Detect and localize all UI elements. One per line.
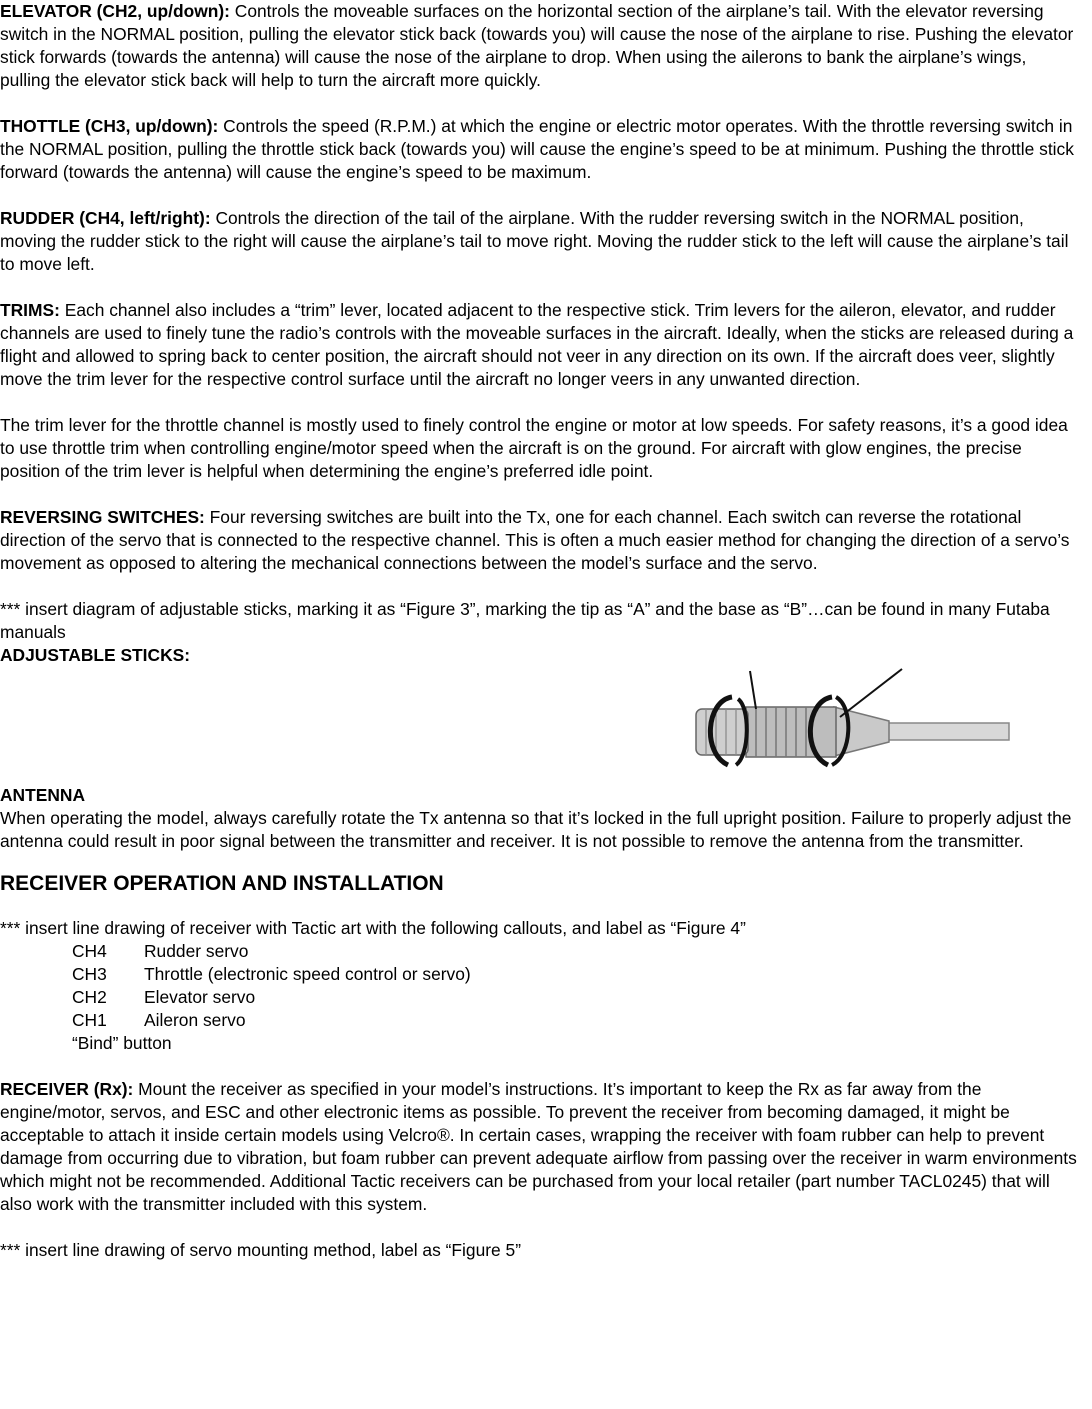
reversing-text: Four reversing switches are built into the Tx, one for each channel. Each switch can reverse the rotational direction of the servo that is connected to the respective channel. This is often a much easier method for changing the direction of a servo’s movement as opposed to altering the mechanical connections between the model’s surface and the servo. (0, 507, 1070, 573)
callout-description: Throttle (electronic speed control or servo) (144, 964, 471, 984)
rudder-label: RUDDER (CH4, left/right): (0, 208, 211, 228)
adjustable-stick-figure (0, 667, 1080, 784)
callout-channel: CH3 (72, 964, 107, 984)
receiver-text: Mount the receiver as specified in your model’s instructions. It’s important to keep the Rx as far away from the engine/motor, servos, and ESC and other electronic items as possible. To prevent the receiver from becoming damaged, it might be acceptable to attach it inside certain models using Velcro®. In certain cases, wrapping the receiver with foam rubber can help to prevent damage from occurring due to vibration, but foam rubber can prevent adequate airflow from passing over the receiver in warm environments which might not be recommended. Additional Tactic receivers can be purchased from your local retailer (part number TACL0245) that will also work with the transmitter included with this system. (0, 1079, 1077, 1214)
elevator-paragraph (0, 0, 1080, 92)
receiver-section-heading: RECEIVER OPERATION AND INSTALLATION (0, 872, 444, 895)
callout-row (72, 1009, 1080, 1032)
callout-row (72, 963, 1080, 986)
callout-channel: CH4 (72, 941, 107, 961)
figure3-note: *** insert diagram of adjustable sticks, marking it as “Figure 3”, marking the tip as “A” and the base as “B”…can be found in many Futaba manuals (0, 599, 1050, 642)
callout-description: Aileron servo (144, 1010, 246, 1030)
callout-row (72, 986, 1080, 1009)
trims-text: Each channel also includes a “trim” lever, located adjacent to the respective stick. Trim levers for the aileron, elevator, and rudder channels are used to finely tune the radio’s controls with the moveable surfaces in the aircraft. Ideally, when the sticks are released during a flight and allowed to spring back to center position, the aircraft should not veer in any direction on its own. If the aircraft does veer, slightly move the trim lever for the respective control surface until the aircraft no longer veers in any unwanted direction. (0, 300, 1074, 389)
figure4-note: *** insert line drawing of receiver with Tactic art with the following callouts, and label as “Figure 4” (0, 918, 746, 938)
figure4-callouts (72, 940, 1080, 1055)
throttle-paragraph (0, 115, 1080, 184)
callout-description: Rudder servo (144, 941, 249, 961)
receiver-label: RECEIVER (Rx): (0, 1079, 134, 1099)
callout-channel: CH1 (72, 1010, 107, 1030)
antenna-heading: ANTENNA (0, 785, 86, 805)
figure5-note: *** insert line drawing of servo mounting method, label as “Figure 5” (0, 1240, 522, 1260)
throttle-text: Controls the speed (R.P.M.) at which the engine or electric motor operates. With the throttle reversing switch in the NORMAL position, pulling the throttle stick back (towards you) will cause the engine’s speed to be at minimum. Pushing the throttle stick forward (towards the antenna) will cause the engine’s speed to be maximum. (0, 116, 1074, 182)
callout-bind-button: “Bind” button (72, 1033, 172, 1053)
callout-description: Elevator servo (144, 987, 256, 1007)
antenna-paragraph: When operating the model, always carefully rotate the Tx antenna so that it’s locked in the full upright position. Failure to properly adjust the antenna could result in poor signal between the transmitter and receiver. It is not possible to remove the antenna from the transmitter. (0, 808, 1072, 851)
trim-throttle-paragraph: The trim lever for the throttle channel is mostly used to finely control the engine or motor at low speeds. For safety reasons, it’s a good idea to use throttle trim when controlling engine/motor speed when the aircraft is on the ground. For aircraft with glow engines, the precise position of the trim lever is helpful when determining the engine’s preferred idle point. (0, 415, 1068, 481)
rudder-text: Controls the direction of the tail of the airplane. With the rudder reversing switch in the NORMAL position, moving the rudder stick to the right will cause the airplane’s tail to move right. Moving the rudder stick to the left will cause the airplane’s tail to move left. (0, 208, 1069, 274)
adjustable-stick-image (684, 667, 1014, 782)
reversing-label: REVERSING SWITCHES: (0, 507, 205, 527)
callout-row (72, 940, 1080, 963)
trims-label: TRIMS: (0, 300, 60, 320)
callout-channel: CH2 (72, 987, 107, 1007)
receiver-paragraph (0, 1078, 1080, 1216)
elevator-label: ELEVATOR (CH2, up/down): (0, 1, 230, 21)
throttle-label: THOTTLE (CH3, up/down): (0, 116, 219, 136)
adjustable-sticks-heading: ADJUSTABLE STICKS: (0, 645, 191, 665)
elevator-text: Controls the moveable surfaces on the horizontal section of the airplane’s tail. With the elevator reversing switch in the NORMAL position, pulling the elevator stick back (towards you) will cause the nose of the airplane to rise. Pushing the elevator stick forwards (towards the antenna) will cause the nose of the airplane to drop. When using the ailerons to bank the airplane’s wings, pulling the elevator stick back will help to turn the aircraft more quickly. (0, 1, 1074, 90)
rudder-paragraph (0, 207, 1080, 276)
reversing-paragraph (0, 506, 1080, 575)
trims-paragraph (0, 299, 1080, 391)
